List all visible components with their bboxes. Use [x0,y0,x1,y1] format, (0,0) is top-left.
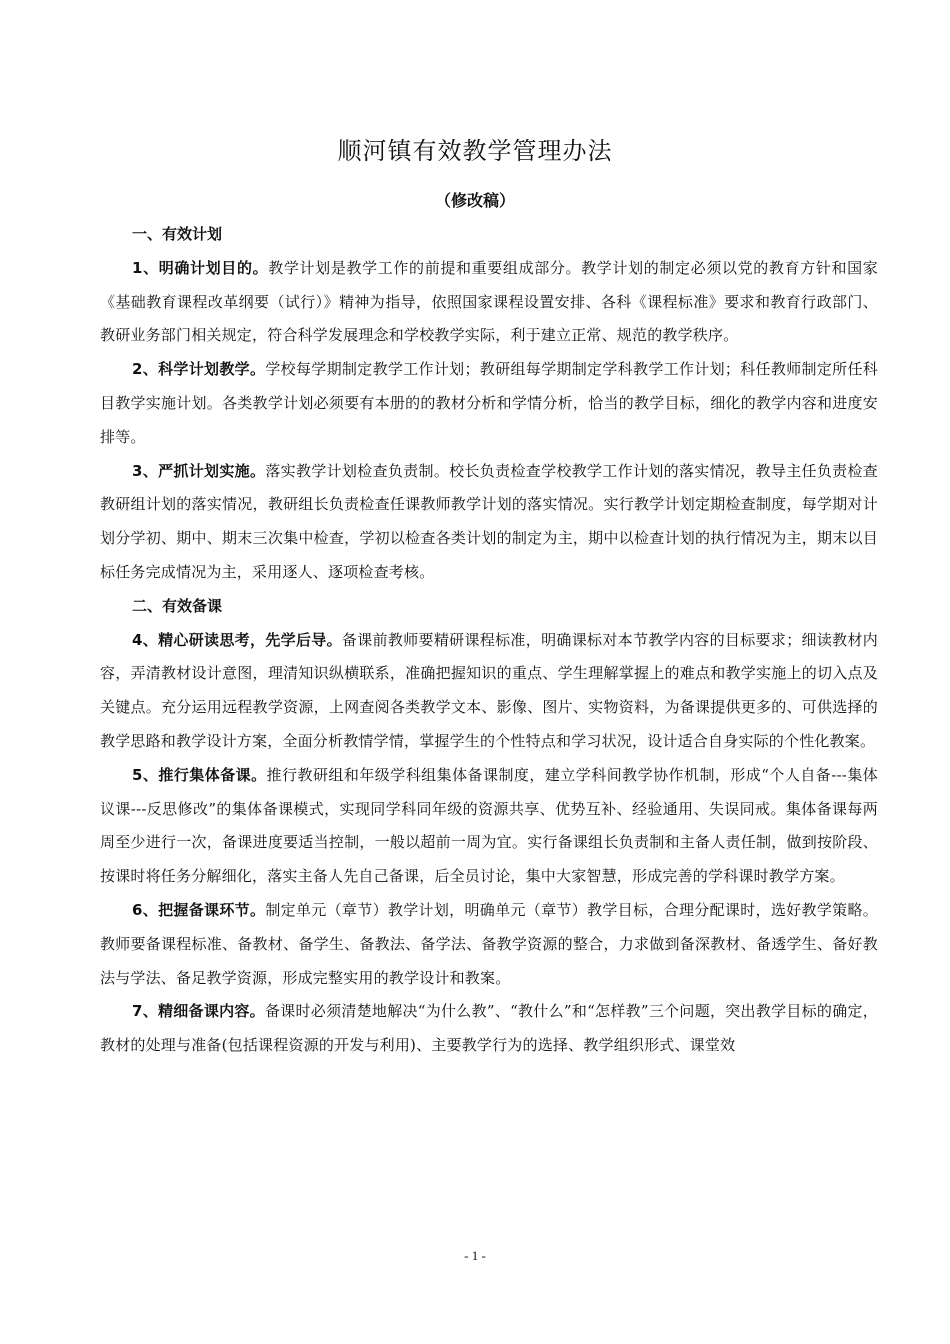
paragraph-lead: 7、精细备课内容。 [132,1002,265,1021]
paragraph-text: 备课前教师要精研课程标准，明确课标对本节教学内容的目标要求；细读教材内容，弄清教材设计意图，理清知识纵横联系，准确把握知识的重点、学生理解掌握上的难点和教学实施上的切入点及关键点。充分运用远程教学资源，上网查阅各类教学文本、影像、图片、实物资料，为备课提供更多的、可供选择的教学思路和教学设计方案，全面分析教情学情，掌握学生的个性特点和学习状况，设计适合自身实际的个性化教案。 [100,630,878,750]
paragraph [100,252,878,353]
paragraph-lead: 4、精心研读思考，先学后导。 [132,630,342,649]
paragraph-lead: 3、严抓计划实施。 [132,461,266,480]
paragraph-text: 学校每学期制定教学工作计划；教研组每学期制定学科教学工作计划；科任教师制定所任科目教学实施计划。各类教学计划必须要有本册的的教材分析和学情分析，恰当的教学目标，细化的教学内容和进度安排等。 [100,360,878,446]
paragraph-text: 备课时必须清楚地解决“为什么教”、“教什么”和“怎样教”三个问题，突出教学目标的确定，教材的处理与准备(包括课程资源的开发与利用)、主要教学行为的选择、教学组织形式、课堂效 [100,1002,878,1055]
paragraph [100,624,878,759]
paragraph-text: 落实教学计划检查负责制。校长负责检查学校教学工作计划的落实情况，教导主任负责检查教研组计划的落实情况，教研组长负责检查任课教师教学计划的落实情况。实行教学计划定期检查制度，每学期对计划分学初、期中、期末三次集中检查，学初以检查各类计划的制定为主，期中以检查计划的执行情况为主，期末以目标任务完成情况为主，采用逐人、逐项检查考核。 [100,461,878,581]
paragraph-text: 制定单元（章节）教学计划，明确单元（章节）教学目标，合理分配课时，选好教学策略。教师要备课程标准、备教材、备学生、备教法、备学法、备教学资源的整合，力求做到备深教材、备透学生、备好教法与学法、备足教学资源，形成完整实用的教学设计和教案。 [100,900,878,987]
section-heading: 二、有效备课 [132,596,223,615]
paragraph [100,455,878,590]
paragraph-text: 推行教研组和年级学科组集体备课制度，建立学科间教学协作机制，形成“个人自备---集体议课---反思修改”的集体备课模式，实现同学科同年级的资源共享、优势互补、经验通用、失误同戒。集体备课每两周至少进行一次，备课进度要适当控制，一般以超前一周为宜。实行备课组长负责制和主备人责任制，做到按阶段、按课时将任务分解细化，落实主备人先自己备课，后全员讨论，集中大家智慧，形成完善的学科课时教学方案。 [100,765,878,886]
section-heading: 一、有效计划 [132,225,223,243]
paragraph-lead: 5、推行集体备课。 [132,765,267,784]
document-subtitle: （修改稿） [434,191,515,210]
document-title: 顺河镇有效教学管理办法 [337,137,613,165]
paragraph-lead: 1、明确计划目的。 [132,258,269,277]
paragraph [100,995,878,1063]
document-body [100,218,878,1063]
paragraph-lead: 6、把握备课环节。 [132,900,266,919]
paragraph [100,353,878,454]
paragraph-text: 教学计划是教学工作的前提和重要组成部分。教学计划的制定必须以党的教育方针和国家《基础教育课程改革纲要（试行）》精神为指导，依照国家课程设置安排、各科《课程标准》要求和教育行政部门、教研业务部门相关规定，符合科学发展理念和学校教学实际，利于建立正常、规范的教学秩序。 [100,258,878,345]
paragraph-lead: 2、科学计划教学。 [132,360,266,379]
paragraph [100,759,878,894]
page-number: - 1 - [464,1248,486,1263]
paragraph [100,894,878,995]
